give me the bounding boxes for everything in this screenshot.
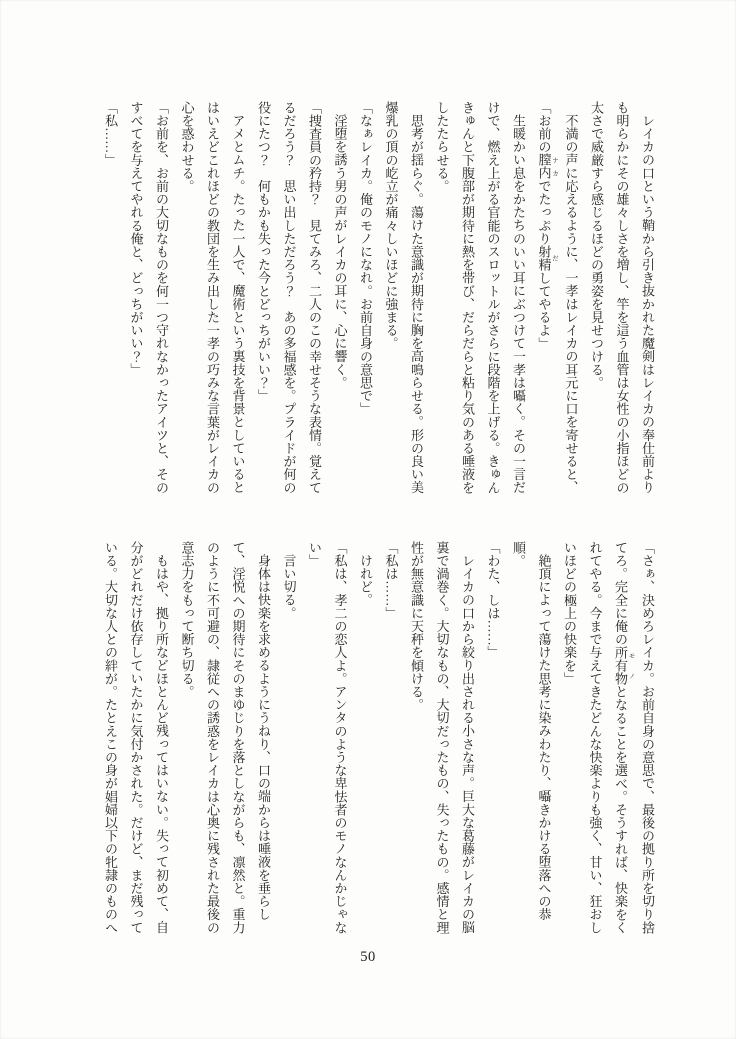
- text-segment: レイカの口から絞り出される小さな声。巨大な葛藤がレイカの脳: [460, 554, 475, 934]
- text-segment: い」: [307, 541, 322, 568]
- text-line: [584, 101, 610, 499]
- text-line: [480, 541, 506, 939]
- text-line: [582, 541, 608, 939]
- text-line: [531, 101, 558, 499]
- text-line: [174, 101, 200, 499]
- text-segment: 言い切る。: [281, 554, 297, 620]
- text-segment: 生暖かい息をかたちのいい耳にぶつけて一孝は囁く。その一言だ: [511, 114, 526, 494]
- furigana: だ: [551, 245, 558, 272]
- text-line: [149, 101, 175, 499]
- text-line: [608, 541, 635, 939]
- text-segment: 「お前の: [536, 101, 552, 154]
- text-segment: 順。: [511, 541, 526, 568]
- text-segment: 「さぁ、決めろレイカ。お前自身の意思で、最後の拠り所を切り捨: [640, 541, 655, 934]
- text-segment: でたっぷり: [536, 179, 552, 246]
- text-segment: アメとムチ。たった一人で、魔術という裏技を背景としていると: [230, 114, 246, 494]
- text-band-top: [98, 101, 661, 499]
- text-segment: 「私は……」: [383, 541, 399, 620]
- text-segment: て、淫悦への期待にそのまゆじりを落としながらも、凛然と。重力: [230, 541, 246, 934]
- text-line: [251, 541, 277, 939]
- text-segment: るだろう？ 思い出しただろう？ あの多福感を。プライドが何の: [281, 101, 297, 494]
- text-segment: も明らかにその雄々しさを増し、竿を這う血管は女性の小指ほどの: [614, 101, 630, 494]
- text-segment: てろ。完全に俺の: [613, 541, 628, 646]
- text-segment: 思考が揺らぐ。蕩けた意識が期待に胸を高鳴らせる。形の良い美: [409, 114, 424, 494]
- text-segment: 絶頂によって蕩けた思考に染みわたり、囁きかける堕落への恭: [536, 554, 552, 921]
- text-segment: 心を惑わせる。: [179, 101, 195, 193]
- text-line: [404, 101, 430, 499]
- text-line: [98, 101, 124, 499]
- text-line: [353, 541, 379, 939]
- text-line: [429, 541, 455, 939]
- text-line: [404, 541, 430, 939]
- text-segment: けで、燃え上がる官能のスロットルがさらに段階を上げる。きゅん: [485, 101, 501, 494]
- text-line: [123, 541, 149, 939]
- text-segment: 役にたつ？ 何もかも失った今とどっちがいい？」: [256, 101, 271, 403]
- furigana: ナカ: [551, 153, 558, 180]
- text-segment: すべてを与えてやれる俺と、どっちがいい？」: [128, 101, 144, 377]
- ruby-annotated-text: 射精 だ: [536, 245, 558, 272]
- text-segment: 裏で渦巻く。大切なもの、大切だったもの、失ったもの。感情と理: [434, 541, 450, 934]
- text-segment: 爆乳の頂の屹立が痛々しいほどに強まる。: [383, 101, 399, 350]
- text-line: [429, 101, 455, 499]
- text-segment: けれど。: [358, 554, 373, 607]
- ruby-annotated-text: 膣内 ナカ: [536, 153, 558, 180]
- page-number: 50: [360, 949, 376, 965]
- text-segment: 身体は快楽を求めるようにうねり、口の端からは唾液を垂らし: [256, 554, 271, 921]
- text-segment: 淫堕を誘う男の声がレイカの耳に、心に響く。: [332, 114, 348, 390]
- text-segment: もはや、拠り所などほとんど残ってはいない。失って初めて、自: [154, 554, 169, 934]
- text-segment: いほどの極上の快楽を」: [562, 541, 577, 686]
- text-line: [225, 541, 251, 939]
- text-line: [174, 541, 200, 939]
- text-line: [302, 101, 328, 499]
- text-segment: 「私は、孝二の恋人よ。アンタのような卑怯者のモノなんかじゃな: [332, 541, 348, 934]
- text-line: [302, 541, 328, 939]
- text-band-bottom: [98, 541, 661, 939]
- text-line: [378, 541, 404, 939]
- text-line: [353, 101, 379, 499]
- text-segment: 性が無意識に天秤を傾ける。: [409, 541, 424, 712]
- text-line: [327, 541, 353, 939]
- text-line: [98, 541, 124, 939]
- text-segment: してやるよ」: [536, 271, 552, 350]
- text-segment: 太さで威厳すら感じるほどの勇姿を見せつける。: [589, 101, 604, 390]
- text-line: [149, 541, 175, 939]
- text-line: [635, 541, 661, 939]
- text-segment: いる。大切な人との絆が。たとえこの身が娼婦以下の牝隷のものへ: [103, 541, 118, 934]
- text-segment: 「捜査員の矜持？ 見てみろ、二人のこの幸せそうな表情。覚えて: [307, 101, 322, 494]
- text-line: [455, 541, 481, 939]
- text-segment: はいえどこれほどの教団を生み出した一孝の巧みな言葉がレイカの: [205, 101, 220, 494]
- text-line: [200, 541, 226, 939]
- text-line: [327, 101, 353, 499]
- text-segment: 「お前を、お前の大切なものを何一つ守れなかったアイツと、その: [154, 101, 169, 494]
- text-segment: 「わた、しは……」: [485, 541, 501, 659]
- text-line: [558, 101, 584, 499]
- text-segment: となることを選べ。そうすれば、快楽をく: [613, 685, 628, 935]
- text-line: [200, 101, 226, 499]
- text-line: [557, 541, 583, 939]
- text-line: [123, 101, 149, 499]
- text-line: [276, 541, 302, 939]
- text-segment: レイカの口という鞘から引き抜かれた魔剣はレイカの奉仕前より: [640, 114, 655, 494]
- text-segment: 不満の声に応えるように、一孝はレイカの耳元に口を寄せると、: [563, 114, 579, 494]
- text-line: [635, 101, 661, 499]
- text-segment: 「なぁレイカ。俺のモノになれ。お前自身の意思で」: [358, 101, 373, 416]
- text-line: [531, 541, 557, 939]
- text-segment: のように不可避の、隷従への誘惑をレイカは心奥に残された最後の: [205, 541, 220, 934]
- text-line: [455, 101, 481, 499]
- text-line: [276, 101, 302, 499]
- text-line: [506, 541, 532, 939]
- text-segment: れてやる。今まで与えてきたどんな快楽よりも強く、甘い、狂おし: [587, 541, 603, 934]
- text-line: [251, 101, 277, 499]
- text-line: [506, 101, 532, 499]
- ruby-annotated-text: 所有物 モノ: [613, 645, 635, 686]
- furigana: モノ: [627, 645, 635, 686]
- text-segment: 分がどれだけ依存していたかに気付かされた。だけど、まだ残って: [128, 541, 144, 934]
- text-segment: したたらせる。: [434, 101, 450, 193]
- text-line: [378, 101, 404, 499]
- text-segment: きゅんと下腹部が期待に熱を帯び、だらだらと粘り気のある唾液を: [460, 101, 475, 494]
- text-segment: 意志力をもって断ち切る。: [179, 541, 195, 699]
- text-line: [225, 101, 251, 499]
- text-line: [609, 101, 635, 499]
- text-line: [480, 101, 506, 499]
- text-segment: 「私……」: [103, 101, 118, 167]
